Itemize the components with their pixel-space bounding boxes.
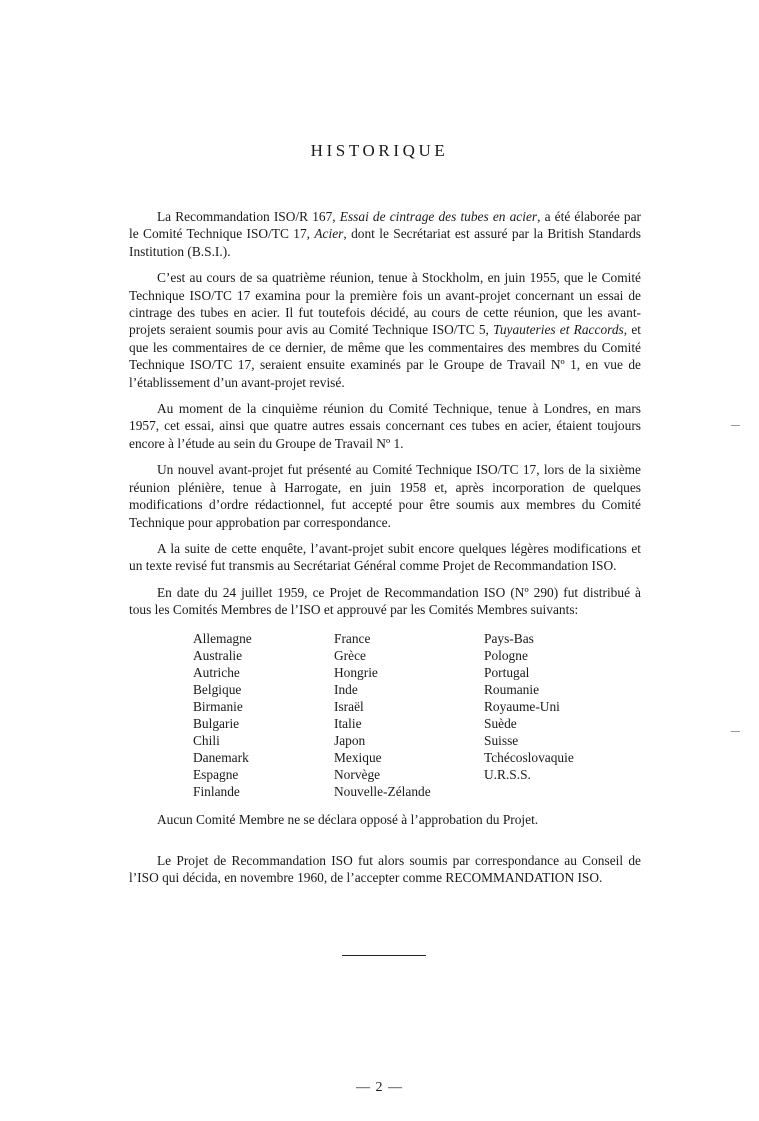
p2-italic-tuyauteries: Tuyauteries et Raccords <box>493 322 624 338</box>
member-name: Australie <box>193 647 243 663</box>
member-bodies-list <box>193 630 641 801</box>
member-name: Belgique <box>193 681 242 697</box>
member-name: Finlande <box>193 784 240 800</box>
member-name: Pays-Bas <box>484 630 534 646</box>
paragraph-7: Aucun Comité Membre ne se déclara opposé à l’approbation du Projet. <box>157 812 539 828</box>
margin-mark <box>731 731 740 732</box>
paragraph-5: A la suite de cette enquête, l’avant-projet subit encore quelques légères modifications et un texte revisé fut transmis au Secrétariat Général comme Projet de Recommandation ISO. <box>129 540 641 574</box>
member-name: Hongrie <box>334 664 378 680</box>
page-title: HISTORIQUE <box>310 141 449 160</box>
member-name: Portugal <box>484 664 530 680</box>
member-name: Suède <box>484 716 517 731</box>
member-name: Espagne <box>193 767 239 783</box>
member-name: Italie <box>334 716 362 731</box>
member-name: Bulgarie <box>193 716 240 731</box>
member-name: Birmanie <box>193 698 243 714</box>
member-name: Norvège <box>334 767 381 783</box>
member-name: Grèce <box>334 647 366 663</box>
paragraph-4: Un nouvel avant-projet fut présenté au Comité Technique ISO/TC 17, lors de la sixième réunion plénière, tenue à Harrogate, en juin 1958 et, après incorporation de quelques modifications d’ordre rédactionnel, fut accepté pour être soumis aux membres du Comité Technique pour approbation par correspondance. <box>129 462 641 530</box>
member-name: Israël <box>334 698 364 714</box>
p1-text-a: La Recommandation ISO/R 167, <box>157 209 340 224</box>
margin-mark <box>731 425 740 426</box>
member-name: U.R.S.S. <box>484 767 531 783</box>
member-name: Roumanie <box>484 681 540 697</box>
member-name: Inde <box>334 681 358 697</box>
p2-text-a: C’est au cours de sa quatrième réunion, tenue à Stockholm, en juin 1955, que le Comité Technique ISO/TC 17 examina pour la première fois un avant-projet concernant un essai de cintrage des tubes en acier. Il fut toutefois décidé, au cours de cette réunion, que les avant-projets seraient soumis pour avis au Comité Technique ISO/TC 5, <box>129 270 641 338</box>
member-name: Pologne <box>484 647 528 663</box>
p1-text-e: , dont le Secrétariat est assuré par la British Standards Institution (B.S.I.). <box>129 226 641 259</box>
member-name: Tchécoslovaquie <box>484 750 574 766</box>
member-name: Suisse <box>484 733 519 749</box>
member-column-3 <box>484 630 634 801</box>
paragraph-2 <box>129 269 641 391</box>
spacer <box>129 838 641 852</box>
paragraph-8: Le Projet de Recommandation ISO fut alors soumis par correspondance au Conseil de l’ISO qui décida, en novembre 1960, de l’accepter comme RECOMMANDATION ISO. <box>129 852 641 886</box>
member-column-1 <box>193 630 334 801</box>
member-name: Royaume-Uni <box>484 698 560 714</box>
member-name: Chili <box>193 733 220 749</box>
p1-text-c: , a été élaborée par le Comité Technique ISO/TC 17, <box>129 209 641 242</box>
paragraph-6: En date du 24 juillet 1959, ce Projet de Recommandation ISO (Nº 290) fut distribué à tous les Comités Membres de l’ISO et approuvé par les Comités Membres suivants: <box>129 584 641 618</box>
member-name: France <box>334 630 371 646</box>
member-name: Japon <box>334 733 366 749</box>
member-name: Mexique <box>334 750 382 766</box>
paragraph-3: Au moment de la cinquième réunion du Comité Technique, tenue à Londres, en mars 1957, cet essai, ainsi que quatre autres essais concernant ces tubes en acier, étaient toujours encore à l’étude au sein du Groupe de Travail Nº 1. <box>129 401 641 451</box>
page-number: — 2 — <box>356 1080 403 1095</box>
paragraph-1 <box>129 208 641 260</box>
member-name: Nouvelle-Zélande <box>334 784 431 800</box>
member-name: Allemagne <box>193 630 252 646</box>
member-column-2 <box>334 630 484 801</box>
p1-italic-title: Essai de cintrage des tubes en acier <box>339 209 538 224</box>
p1-italic-acier: Acier <box>314 226 344 242</box>
closing-rule <box>342 955 426 956</box>
member-name: Autriche <box>193 664 240 680</box>
member-name: Danemark <box>193 750 249 766</box>
body-text <box>129 208 641 896</box>
p2-text-c: , et que les commentaires de ce dernier, de même que les commentaires des membres du Comité Technique ISO/TC 17, seraient ensuite examinés par le Groupe de Travail Nº 1, en vue de l’établissement d’un avant-projet revisé. <box>129 322 641 390</box>
